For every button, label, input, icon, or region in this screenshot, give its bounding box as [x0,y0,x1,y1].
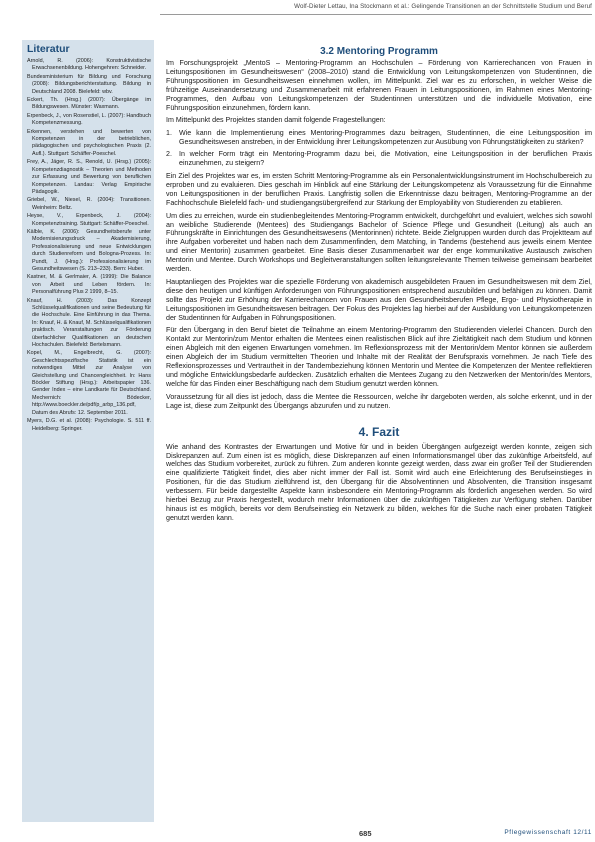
section-heading-mentoring: 3.2 Mentoring Programm [320,46,438,57]
paragraph: Wie anhand des Kontrastes der Erwartungen und Motive für und in beiden Übergängen aufgezeigt werden konnte, zeigen sich Diskrepanzen auf. Zum einen ist es möglich, diese Diskrepanzen auf einen Informationsmangel über das zukünftige Arbeitsfeld, auf welches das Studium vorbereitet, zurück zu führen. Zum anderen konnte gezeigt werden, dass zwar ein großer Teil der Studierenden eine qualifizierte Tätigkeit findet, dies aber nicht immer der Fall ist. Somit wird auch eine Erleichterung des Berufseinstieges in Positionen, für die das Studium zielführend ist, den Übergang für die Absolventinnen und Absolventen, die Transition insgesamt verbessern. Für beide dargestellte Aspekte kann insbesondere ein Mentoring-Programm als förderlich angesehen werden. So wird hierbei Bezug zur Praxis hergestellt, wodurch mehr Informationen über die zukünftigen Tätigkeiten zur Verfügung stehen. Darüber hinaus ist es möglich, bereits vor dem Berufseinstieg ein Netzwerk zu bilden, welches für die Suche nach einer probaten Tätigkeit genutzt werden kann. [166,442,592,522]
question-number: 2. [166,150,172,159]
reference-item: Erkennen, verstehen und bewerten von Kompetenzen in der betrieblichen, pädagogischen und psychologischen Praxis (2. Aufl.). Stuttgart: Schäffer-Poeschel. [27,128,151,157]
paragraph: Um dies zu erreichen, wurde ein studienbegleitendes Mentoring-Programm entwickelt, durchgeführt und evaluiert, welches sich sowohl an weibliche Studierende (Mentees) des Studiengangs Bachelor of Science Pflege und Gesundheit (Leitung) als auch an Führungskräfte in Einrichtungen des Gesundheitswesens (Mentorinnen) richtete. Beide Zielgruppen wurden durch das Projektteam auf ihre Aufgaben vorbereitet und haben nach dem Zusammenfinden, dem Matching, in Tandems (bestehend aus jeweils einem Mentee und einer Mentorin) zusammen gearbeitet. Eine Basis dieser Zusammenarbeit war der enge kommunikative Austausch zwischen Mentorin und Mentee. Durch Workshops und Begleitveranstaltungen sollten leitungsrelevante Themen teilweise gemeinsam bearbeitet werden. [166,211,592,274]
reference-item: Arnold, R. (2006): Konstruktivistische Erwachsenenbildung. Hohengehren: Schneider. [27,58,151,72]
running-header: Wolf-Dieter Lettau, Ina Stockmann et al.: Gelingende Transitionen an der Schnittstelle Studium und Beruf [294,3,592,10]
reference-item: Kopel, M., Engelbrecht, G. (2007): Geschlechtsspezifische Statistik ist ein notwendiges Mittel zur Analyse von Gleichstellung und Chancengleichheit. In: Hans Böckler Stiftung (Hrsg.): Arbeitspapier 136. Gender Index – eine Landkarte für Deutschland. Mechernich: Bödecker, http://www.boeckler.de/pdf/p_arbp_136.pdf, Datum des Abrufs: 12. September 2011. [27,350,151,416]
reference-item: Bundesministerium für Bildung und Forschung (2008): Bildungsberichterstattung. Bildung in Deutschland 2008. Bielefeld: wbv. [27,73,151,95]
page-footer [166,829,592,841]
reference-item: Kälble, K. (2006): Gesundheitsberufe unter Modernisierungsdruck – Akademisierung, Professionalisierung und neue Entwicklungen durch Studienreform und Bologna-Prozess. In: Pundt, J. (Hrsg.): Professionalisierung im Gesundheitswesen (S. 213–233). Bern: Huber. [27,228,151,272]
literature-title: Literatur [27,43,70,55]
question-text: In welcher Form trägt ein Mentoring-Programm dazu bei, die Motivation, eine Leitungsposition in der beruflichen Praxis einzunehmen, zu steigern? [179,150,592,168]
page-number: 685 [359,829,372,838]
paragraph: Im Mittelpunkt des Projektes standen damit folgende Fragestellungen: [166,116,386,125]
reference-item: Griebel, W., Niesel, R. (2004): Transitionen. Weinheim: Beltz. [27,197,151,211]
reference-item: Knauf, H. (2003): Das Konzept Schlüsselqualifikationen und seine Bedeutung für die Hochschule. Eine Einführung in das Thema. In: Knauf, H. & Knauf, M. Schlüsselqualifikationen praktisch. Veranstaltungen zur Förderung überfachlicher Qualifikationen an deutschen Hochschulen. Bielefeld: Bertelsmann. [27,297,151,349]
research-question-list [166,129,592,168]
research-question [166,129,592,147]
paragraph: Für den Übergang in den Beruf bietet die Teilnahme an einem Mentoring-Programm den Studierenden vielerlei Chancen. Durch den Kontakt zur Mentorin/zum Mentor erhalten die Mentees einen realistischen Blick auf ihre Zieltätigkeit nach dem Studium und können einen Abgleich mit den eigenen Erwartungen vornehmen. Im Reflexionsprozess mit der Mentorin/dem Mentor können sie außerdem einen Abgleich der im Studium vermittelten Theorien und Inhalte mit der Realität der Berufspraxis vornehmen. Je nach Tiefe des Reflexionsprozesses und Vertrautheit in der Tandembeziehung können Mentorin und Mentee die Kompetenzen der Mentee reflektieren und mögliche Entwicklungsbedarfe aufdecken. Zusätzlich erhalten die Mentees Zugang zu den Netzwerken der Mentorin/des Mentors, welche für das Finden einer Beschäftigung nach dem Studium genutzt werden können. [166,326,592,388]
paragraph: Ein Ziel des Projektes war es, im ersten Schritt Mentoring-Programme als ein Personalentwicklungsinstrument im Hochschulbereich zu erproben und zu evaluieren. Dies geschah im Hinblick auf eine Stärkung der Leitungskompetenz als Voraussetzung für die Einnahme von Leitungspositionen in der beruflichen Praxis. Langfristig sollen die Erkenntnisse dazu beitragen, Mentoring-Programme an der Fachhochschule Bielefeld fach- und studiengangsübergreifend zur Stärkung der Employability von Studierenden zu etablieren. [166,171,592,207]
question-text: Wie kann die Implementierung eines Mentoring-Programmes dazu beitragen, Studentinnen, die eine Leitungsposition im Gesundheitswesen anstreben, in der Entwicklung ihrer Leitungskompetenzen zur Ausübung von Führungstätigkeiten zu stärken? [179,129,592,147]
reference-item: Erpenbeck, J., von Rosenstiel, L. (2007): Handbuch Kompetenzmessung. [27,112,151,127]
reference-item: Heyse, V., Erpenbeck, J. (2004): Kompetenztraining. Stuttgart: Schäffer-Poeschel. [27,213,151,227]
reference-item: Kastner, M. & Gerlmaier, A. (1999): Die Balance von Arbeit und Leben fördern. In: Personalführung Plus 2 1999, 8–15. [27,274,151,296]
research-question [166,150,592,168]
reference-item: Myers, D.G. et al. (2008): Psychologie. S. 511 ff. Heidelberg: Springer. [27,418,151,432]
reference-list [27,58,151,433]
question-number: 1. [166,129,172,138]
header-rule [160,14,592,15]
reference-item: Frey, A., Jäger, R. S., Renold, U. (Hrsg.) (2005): Kompetenzdiagnostik – Theorien und Methoden zur Erfassung und Bewertung von beruflichen Kompetenzen. Landau: Verlag Empirische Pädagogik. [27,159,151,195]
literature-sidebar [22,40,154,822]
journal-name: Pflegewissenschaft 12/11 [504,829,592,836]
paragraph: Hauptanliegen des Projektes war die spezielle Förderung von akademisch ausgebildeten Frauen im Gesundheitswesen mit dem Ziel, diese den heutigen und künftigen Anforderungen von Führungspositionen entsprechend auszubilden und befähigen zu können. Damit sollte das Projekt zur Erhöhung der Karrierechancen von Frauen aus den Gesundheitsberufen Pflege, Ergo- und Physiotherapie in Leitungspositionen im Gesundheitswesen beitragen. Der Fokus des Projektes lag hierbei auf der Ausbildung von Leitungskompetenzen der Studentinnen für Aufgaben in Führungspositionen. [166,277,592,322]
reference-item: Eckert, Th. (Hrsg.) (2007): Übergänge im Bildungswesen. Münster: Waxmann. [27,97,151,111]
section-heading-fazit: 4. Fazit [358,424,400,439]
article-body [166,40,592,527]
paragraph: Voraussetzung für all dies ist jedoch, dass die Mentee die Ressourcen, welche ihr dargeboten werden, als solche erkennt, und in der Lage ist, diese zum Zeitpunkt des Übergangs abzurufen und zu nutzen. [166,392,592,410]
paragraph: Im Forschungsprojekt „MentoS – Mentoring-Programm an Hochschulen – Förderung von Karrierechancen von Frauen in Leitungspositionen im Gesundheitswesen“ (2008–2010) stand die Entwicklung von Leitungskompetenzen von Studentinnen, die Führungspositionen im Gesundheitswesen einnehmen wollen, im Mittelpunkt. Ziel war es zu erforschen, in welcher Weise die frühzeitige Auseinandersetzung und Zusammenarbeit mit erfahrenen Frauen in Leitungspositionen, im Rahmen eines Mentoring-Programmes, den Aufbau von Leitungskompetenzen der Studentinnen unterstützen und die individuelle Motivation, eine Führungsposition einzunehmen, fördern kann. [166,59,592,112]
